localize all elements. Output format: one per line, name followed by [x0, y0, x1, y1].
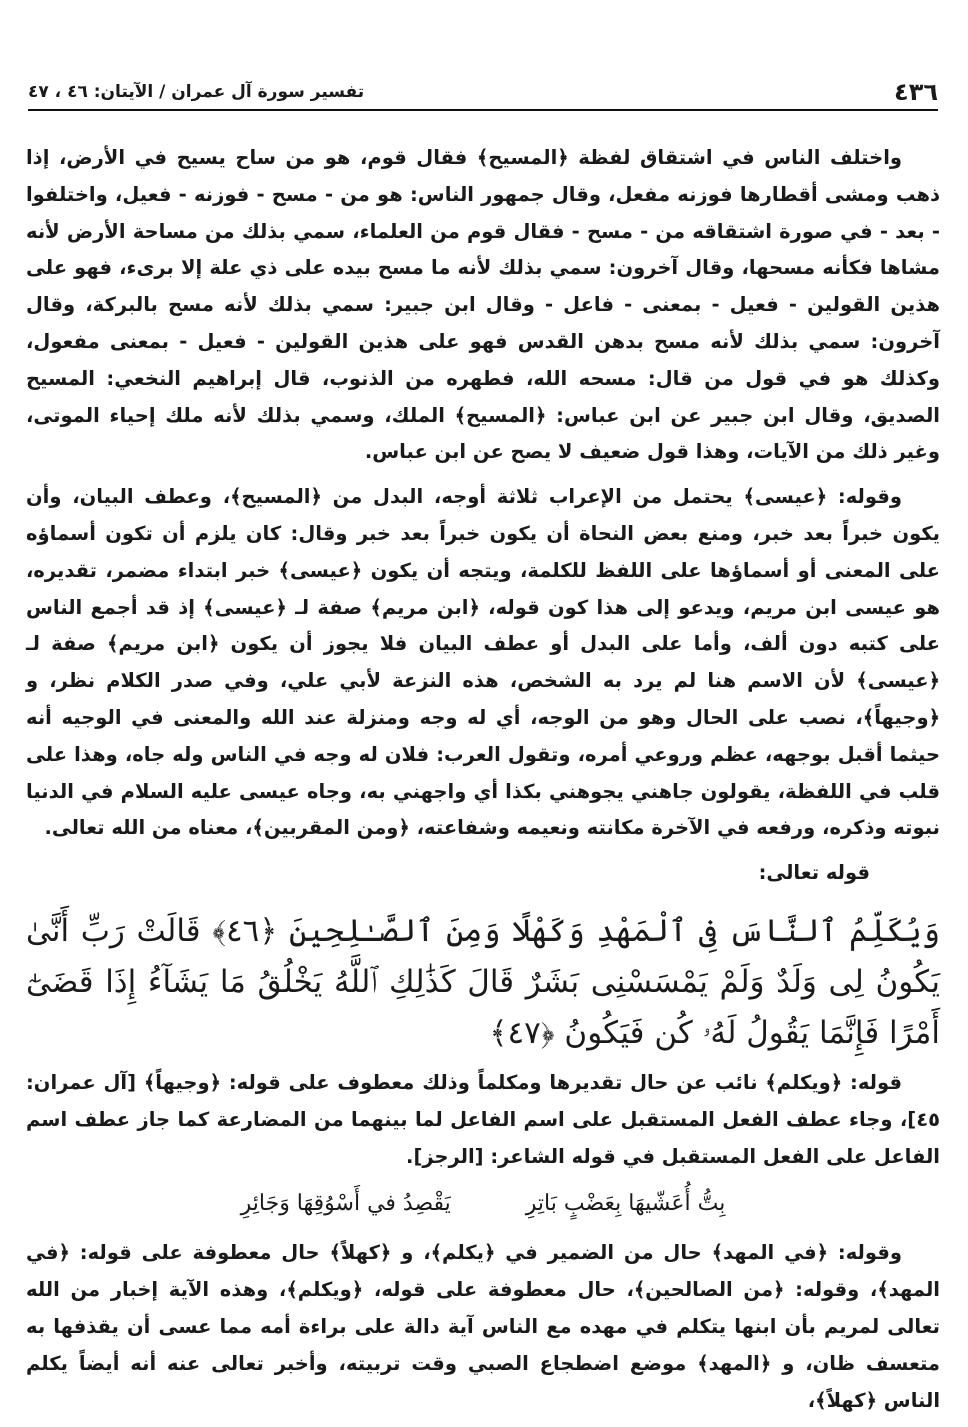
poem-hemistich-left: يَقْصِدُ في أَسْوُقِهَا وَجَائِرِ	[240, 1191, 451, 1217]
paragraph-masih: واختلف الناس في اشتقاق لفظة ﴿المسيح﴾ فقال قوم، هو من ساح يسيح في الأرض، إذا ذهب ومشى أقطارها فوزنه مفعل، وقال جمهور الناس: هو من - مسح - فوزنه - فعيل، واختلفوا - بعد - في صورة اشتقاقه من - مسح - فقال قوم من العلماء، سمي بذلك من مساحة الأرض لأنه مشاها فكأنه مسحها، وقال آخرون: سمي بذلك لأنه ما مسح بيده على ذي علة إلا برىء، فهو على هذين القولين - فعيل - بمعنى - فاعل - وقال ابن جبير: سمي بذلك لأنه مسح بالبركة، وقال آخرون: سمي بذلك لأنه مسح بدهن القدس فهو على هذين القولين - فعيل - بمعنى مفعول، وكذلك هو في قول من قال: مسحه الله، فطهره من الذنوب، قال إبراهيم النخعي: المسيح الصديق، وقال ابن جبير عن ابن عباس: ﴿المسيح﴾ الملك، وسمي بذلك لأنه ملك إحياء الموتى، وغير ذلك من الآيات، وهذا قول ضعيف لا يصح عن ابن عباس.	[26, 146, 940, 464]
header-rule	[28, 109, 938, 111]
paragraph-isa: وقوله: ﴿عيسى﴾ يحتمل من الإعراب ثلاثة أوجه، البدل من ﴿المسيح﴾، وعطف البيان، وأن يكون خبراً بعد خبر، ومنع بعض النحاة أن يكون خبراً بعد خبر وقال: كان يلزم أن تكون أسماؤه على المعنى أو أسماؤها على اللفظ للكلمة، ويتجه أن يكون ﴿عيسى﴾ خبر ابتداء مضمر، تقديره، هو عيسى ابن مريم، ويدعو إلى هذا كون قوله، ﴿ابن مريم﴾ صفة لـ ﴿عيسى﴾ إذ قد أجمع الناس على كتبه دون ألف، وأما على البدل أو عطف البيان فلا يجوز أن يكون ﴿ابن مريم﴾ صفة لـ ﴿عيسى﴾ لأن الاسم هنا لم يرد به الشخص، هذه النزعة لأبي علي، وفي صدر الكلام نظر، و ﴿وجيهاً﴾، نصب على الحال وهو من الوجه، أي له وجه ومنزلة عند الله والمعنى في الوجيه أنه حيثما أقبل بوجهه، عظم وروعي أمره، وتقول العرب: فلان له وجه في الناس وله جاه، وهذا على قلب في اللفظة، يقولون جاهني يجوهني بكذا أي واجهني به، وجاه عيسى عليه السلام في الدنيا نبوته وذكره، ورفعه في الآخرة مكانته ونعيمه وشفاعته، ﴿ومن المقربين﴾، معناه من الله تعالى.	[26, 485, 940, 840]
page-number: ٤٣٦	[894, 78, 938, 106]
poem-hemistich-right: بِتُّ أُعَشّيهَا بِعَضْبٍ بَاتِرِ	[525, 1191, 726, 1217]
page-body	[26, 140, 940, 1427]
poem-line	[26, 1183, 940, 1225]
page-header	[28, 78, 938, 112]
running-title: تفسير سورة آل عمران / الآيتان: ٤٦ ، ٤٧	[28, 82, 365, 102]
paragraph-mahd: وقوله: ﴿في المهد﴾ حال من الضمير في ﴿يكلم﴾، و ﴿كهلاً﴾ حال معطوفة على قوله: ﴿في المهد﴾، وقوله: ﴿من الصالحين﴾، حال معطوفة على قوله، ﴿ويكلم﴾، وهذه الآية إخبار من الله تعالى لمريم بأن ابنها يتكلم في مهده مع الناس آية دالة على براءة أمه مما عسى أن يقذفها به متعسف ظان، و ﴿المهد﴾ موضع اضطجاع الصبي وقت تربيته، وأخبر تعالى عنه أنه أيضاً يكلم الناس ﴿كهلاً﴾،	[26, 1241, 940, 1412]
quran-verse: وَيُكَلِّمُ ٱلنَّاسَ فِى ٱلْمَهْدِ وَكَهْلًا وَمِنَ ٱلصَّـٰلِحِينَ ﴿٤٦﴾ قَالَتْ رَبِّ أَنَّىٰ يَكُونُ لِى وَلَدٌ وَلَمْ يَمْسَسْنِى بَشَرٌ قَالَ كَذَٰلِكِ ٱللَّهُ يَخْلُقُ مَا يَشَآءُ إِذَا قَضَىٰٓ أَمْرًا فَإِنَّمَا يَقُولُ لَهُۥ كُن فَيَكُونُ ﴿٤٧﴾	[26, 912, 940, 1051]
paragraph-yukallim: قوله: ﴿ويكلم﴾ نائب عن حال تقديرها ومكلماً وذلك معطوف على قوله: ﴿وجيهاً﴾ [آل عمران: ٤٥]، وجاء عطف الفعل المستقبل على اسم الفاعل لما بينهما من المضارعة كما جاز عطف اسم الفاعل على الفعل المستقبل في قوله الشاعر: [الرجز].	[26, 1070, 940, 1168]
section-heading: قوله تعالى:	[758, 861, 870, 885]
